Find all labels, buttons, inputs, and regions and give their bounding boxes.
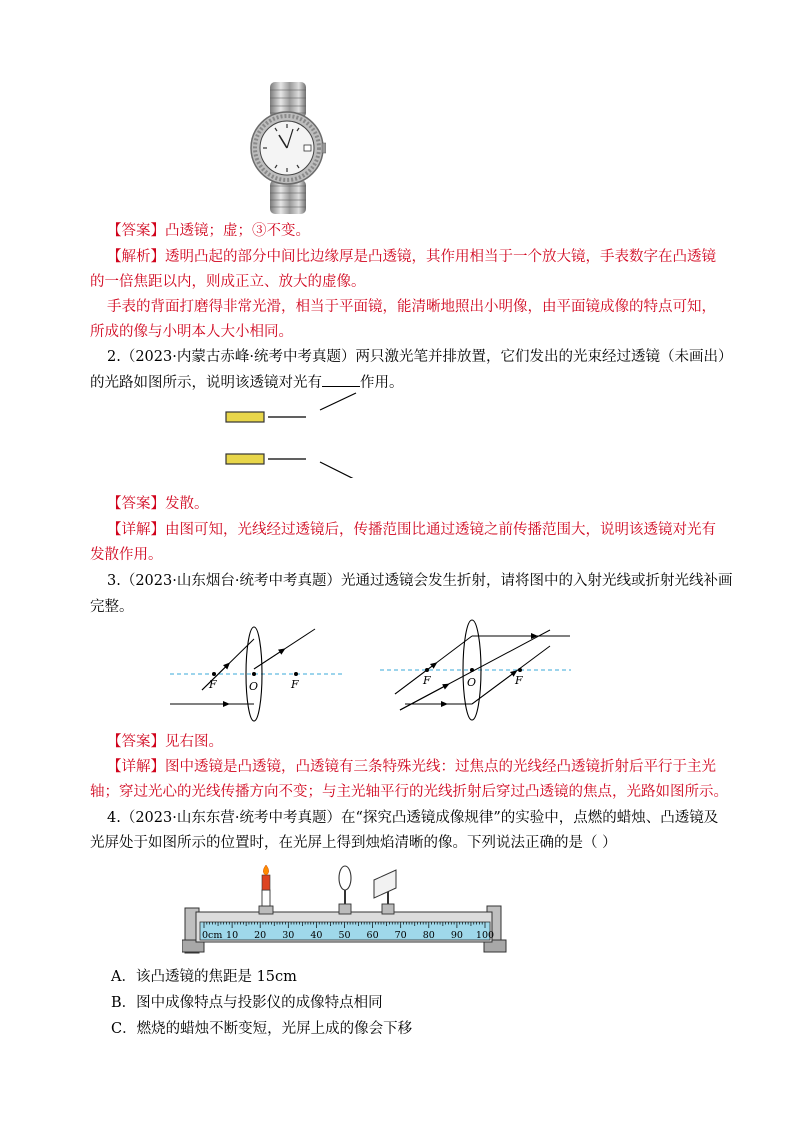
lens-diagram-left (165, 622, 355, 722)
question-2-stem: 的光路如图所示，说明该透镜对光有 (90, 375, 322, 391)
ruler-label: 50 (338, 930, 351, 941)
laser-diagram (222, 388, 362, 478)
question-2-stem: 作用。 (360, 375, 404, 391)
detail-tag: 【详解】 (107, 759, 165, 775)
option-a: A．该凸透镜的焦距是 15cm (111, 969, 297, 985)
ruler-label: 40 (310, 930, 323, 941)
answer-text: 发散。 (165, 496, 209, 512)
detail-text: 发散作用。 (90, 547, 163, 563)
optical-center-label: O (249, 680, 259, 693)
detail-text: 由图可知，光线经过透镜后，传播范围比通过透镜之前传播范围大，说明该透镜对光有 (165, 522, 716, 538)
optical-center-label: O (467, 676, 477, 689)
optical-bench-diagram (182, 862, 518, 957)
answer-tag: 【答案】 (107, 496, 165, 512)
analysis-text: 手表的背面打磨得非常光滑，相当于平面镜，能清晰地照出小明像，由平面镜成像的特点可知， (107, 299, 716, 315)
watch-photo (248, 80, 326, 215)
focus-label: F (291, 678, 299, 691)
answer-text: 见右图。 (165, 734, 223, 750)
question-3-stem: 完整。 (90, 599, 134, 615)
detail-text: 图中透镜是凸透镜，凸透镜有三条特殊光线：过焦点的光线经凸透镜折射后平行于主光 (165, 759, 716, 775)
option-c: C．燃烧的蜡烛不断变短，光屏上成的像会下移 (111, 1021, 413, 1037)
analysis-text: 的一倍焦距以内，则成正立、放大的虚像。 (90, 274, 366, 290)
focus-label: F (423, 674, 431, 687)
analysis-text: 所成的像与小明本人大小相同。 (90, 324, 293, 340)
analysis-tag: 【解析】 (107, 249, 165, 265)
answer-tag: 【答案】 (107, 223, 165, 239)
ruler-label: 0cm (202, 930, 223, 941)
lens-diagram-right (375, 618, 575, 724)
ruler-label: 20 (254, 930, 267, 941)
question-4-stem: 4.（2023·山东东营·统考中考真题）在“探究凸透镜成像规律”的实验中，点燃的蜡烛、凸透镜及 (107, 810, 719, 826)
question-4-stem: 光屏处于如图所示的位置时，在光屏上得到烛焰清晰的像。下列说法正确的是（ ） (90, 835, 617, 851)
option-b: B．图中成像特点与投影仪的成像特点相同 (111, 995, 383, 1011)
focus-label: F (209, 678, 217, 691)
ruler-label: 10 (226, 930, 239, 941)
answer-blank (322, 372, 360, 387)
ruler-label: 70 (394, 930, 407, 941)
ruler-label: 60 (366, 930, 379, 941)
ruler-label: 80 (422, 930, 435, 941)
question-3-stem: 3.（2023·山东烟台·统考中考真题）光通过透镜会发生折射，请将图中的入射光线或折射光线补画 (107, 573, 733, 589)
ruler-label: 90 (450, 930, 463, 941)
detail-text: 轴；穿过光心的光线传播方向不变；与主光轴平行的光线折射后穿过凸透镜的焦点，光路如图所示。 (90, 784, 728, 800)
question-2-stem: 2.（2023·内蒙古赤峰·统考中考真题）两只激光笔并排放置，它们发出的光束经过透镜（未画出） (107, 349, 733, 365)
answer-text: 凸透镜；虚；③不变。 (165, 223, 310, 239)
ruler-label: 30 (282, 930, 295, 941)
answer-tag: 【答案】 (107, 734, 165, 750)
detail-tag: 【详解】 (107, 522, 165, 538)
focus-label: F (515, 674, 523, 687)
analysis-text: 透明凸起的部分中间比边缘厚是凸透镜，其作用相当于一个放大镜，手表数字在凸透镜 (165, 249, 716, 265)
ruler-label: 100 (475, 930, 495, 941)
